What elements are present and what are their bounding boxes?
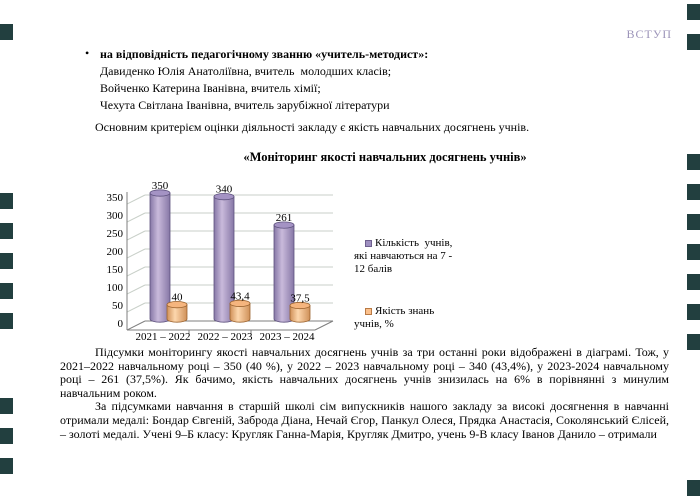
edge-mark xyxy=(687,4,700,20)
edge-mark xyxy=(687,334,700,350)
y-tick-label: 150 xyxy=(106,264,123,276)
edge-mark xyxy=(687,244,700,260)
edge-mark xyxy=(687,480,700,496)
edge-mark xyxy=(687,274,700,290)
edge-mark xyxy=(0,458,13,474)
floor-right-edge xyxy=(315,321,333,330)
legend-label: Кількість учнів, які навчаються на 7 - 12 балів xyxy=(354,237,456,275)
page-header-label: ВСТУП xyxy=(626,27,672,41)
legend-swatch-orange-icon xyxy=(365,308,372,315)
gridline-connector xyxy=(127,285,145,294)
chart-legend xyxy=(344,224,462,347)
edge-mark xyxy=(0,428,13,444)
gridline-connector xyxy=(127,249,145,258)
bullet-line: Чехута Світлана Іванівна, вчитель зарубіжної літератури xyxy=(100,98,390,112)
criterion-paragraph: Основним критерієм оцінки діяльності закладу є якість навчальних досягнень учнів. xyxy=(95,120,530,134)
bar-data-label: 43,4 xyxy=(230,290,250,303)
bullet-icon: • xyxy=(85,46,90,60)
legend-swatch-purple-icon xyxy=(365,240,372,247)
gridline-connector xyxy=(127,213,145,222)
edge-mark xyxy=(687,184,700,200)
edge-mark xyxy=(0,24,13,40)
y-tick-label: 200 xyxy=(106,246,123,258)
edge-mark xyxy=(687,304,700,320)
edge-mark xyxy=(0,193,13,209)
bullet-heading: на відповідність педагогічному званню «учитель-методист»: xyxy=(100,47,429,61)
edge-mark xyxy=(0,253,13,269)
x-category-label: 2022 – 2023 xyxy=(197,331,253,343)
y-tick-label: 0 xyxy=(117,318,123,330)
gridline-connector xyxy=(127,303,145,312)
paragraph-monitoring-summary: Підсумки моніторингу якості навчальних досягнень учнів за три останні роки відображені в діаграмі. Тож, у 2021–2022 навчальному році – 350 (40 %), у 2022 – 2023 навчальному році – 340 (43,4%), у 2023-2024 навчальному році – 261 (37,5%). Як бачимо, якість навчальних досягнень учнів знизилась на 6% в порівнянні з минулим навчальним роком. xyxy=(60,345,669,400)
y-tick-label: 350 xyxy=(106,192,123,204)
bullet-line: Давиденко Юлія Анатоліївна, вчитель молодших класів; xyxy=(100,64,392,78)
edge-mark xyxy=(0,223,13,239)
legend-item-quality xyxy=(344,292,462,344)
bar-cylinder-body xyxy=(150,193,170,322)
floor-left-edge xyxy=(127,321,145,330)
chart-title: «Моніторинг якості навчальних досягнень учнів» xyxy=(243,150,527,164)
x-category-label: 2021 – 2022 xyxy=(135,331,191,343)
edge-mark xyxy=(0,398,13,414)
edge-mark xyxy=(687,214,700,230)
y-tick-label: 250 xyxy=(106,228,123,240)
y-tick-label: 300 xyxy=(106,210,123,222)
paragraph-medals: За підсумками навчання в старшій школі сім випускників нашого закладу за високі досягнення в навчанні отримали медалі: Бондар Євгеній, Заброда Діана, Нечай Єгор, Панкул Олеся, Прядка Анастасія, Соколянський Єлісей, – золоті медалі. Учені 9–Б класу: Кругляк Ганна-Марія, Кругляк Дмитро, учень 9-В класу Іванов Данило – отримали xyxy=(60,399,669,441)
body-paragraphs xyxy=(60,346,669,441)
gridline-connector xyxy=(127,231,145,240)
edge-mark xyxy=(0,313,13,329)
legend-label: Якість знань учнів, % xyxy=(354,305,437,330)
edge-mark xyxy=(687,34,700,50)
bullet-line: Войченко Катерина Іванівна, вчитель хімії; xyxy=(100,81,321,95)
gridline-connector xyxy=(127,195,145,204)
bar-data-label: 340 xyxy=(215,183,233,196)
legend-item-students xyxy=(344,224,462,289)
x-category-label: 2023 – 2024 xyxy=(259,331,315,343)
gridline-connector xyxy=(127,267,145,276)
y-tick-label: 50 xyxy=(112,300,123,312)
y-tick-label: 100 xyxy=(106,282,123,294)
bar-data-label: 40 xyxy=(171,291,183,304)
bar-data-label: 350 xyxy=(151,180,169,192)
edge-mark xyxy=(0,283,13,299)
bar-data-label: 37,5 xyxy=(290,292,310,305)
bar-data-label: 261 xyxy=(275,212,293,225)
